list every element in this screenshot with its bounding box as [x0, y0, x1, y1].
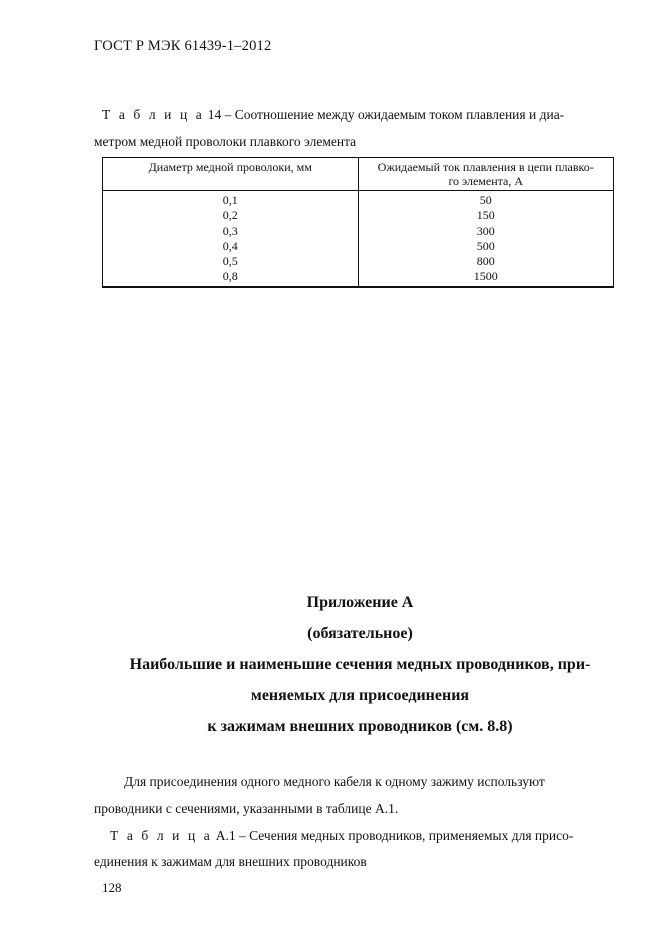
- cell-diameter: 0,8: [103, 269, 359, 286]
- page-number: 128: [102, 880, 122, 895]
- column-header-current: [358, 158, 614, 191]
- paragraph-line-1: Для присоединения одного медного кабеля к одному зажиму используют: [124, 774, 545, 789]
- table-row: [103, 208, 614, 223]
- cell-current: 1500: [358, 269, 614, 286]
- column-header-diameter: Диаметр медной проволоки, мм: [103, 158, 359, 191]
- cell-diameter: 0,3: [103, 224, 359, 239]
- table-header-row: [103, 158, 614, 191]
- cell-current: 50: [358, 191, 614, 209]
- appendix-status: (обязательное): [307, 625, 413, 642]
- appendix-heading-line-1: Наибольшие и наименьшие сечения медных проводников, при-: [129, 656, 591, 673]
- table-a1-caption-line-1: [110, 827, 573, 845]
- appendix-heading-line-2: меняемых для присоединения: [250, 687, 470, 704]
- column-header-current-line-2: го элемента, А: [448, 174, 524, 188]
- table-14-caption-line-2: метром медной проволоки плавкого элемента: [94, 134, 357, 149]
- cell-current: 150: [358, 208, 614, 223]
- document-code-header: ГОСТ Р МЭК 61439-1–2012: [94, 38, 272, 54]
- table-caption-label: Т а б л и ц а: [102, 107, 205, 122]
- table-caption-text: 14 – Соотношение между ожидаемым током плавления и диа-: [207, 107, 565, 122]
- cell-current: 300: [358, 224, 614, 239]
- cell-current: 500: [358, 239, 614, 254]
- table-a1-caption-line-2: единения к зажимам для внешних проводников: [94, 854, 367, 869]
- table-row: [103, 269, 614, 286]
- table-row: [103, 224, 614, 239]
- table-row: [103, 191, 614, 209]
- table-row: [103, 254, 614, 269]
- cell-diameter: 0,4: [103, 239, 359, 254]
- cell-diameter: 0,2: [103, 208, 359, 223]
- table-14-caption-line-1: [102, 106, 564, 124]
- cell-current: 800: [358, 254, 614, 269]
- cell-diameter: 0,1: [103, 191, 359, 209]
- appendix-heading-line-3: к зажимам внешних проводников (см. 8.8): [207, 718, 513, 735]
- appendix-title: Приложение А: [306, 594, 414, 611]
- table-14: [102, 157, 614, 288]
- cell-diameter: 0,5: [103, 254, 359, 269]
- table-row: [103, 239, 614, 254]
- column-header-current-line-1: Ожидаемый ток плавления в цепи плавко-: [377, 160, 594, 174]
- table-caption-text: А.1 – Сечения медных проводников, применяемых для присо-: [215, 828, 574, 843]
- table-caption-label: Т а б л и ц а: [110, 828, 213, 843]
- paragraph-line-2: проводники с сечениями, указанными в таблице А.1.: [94, 801, 399, 816]
